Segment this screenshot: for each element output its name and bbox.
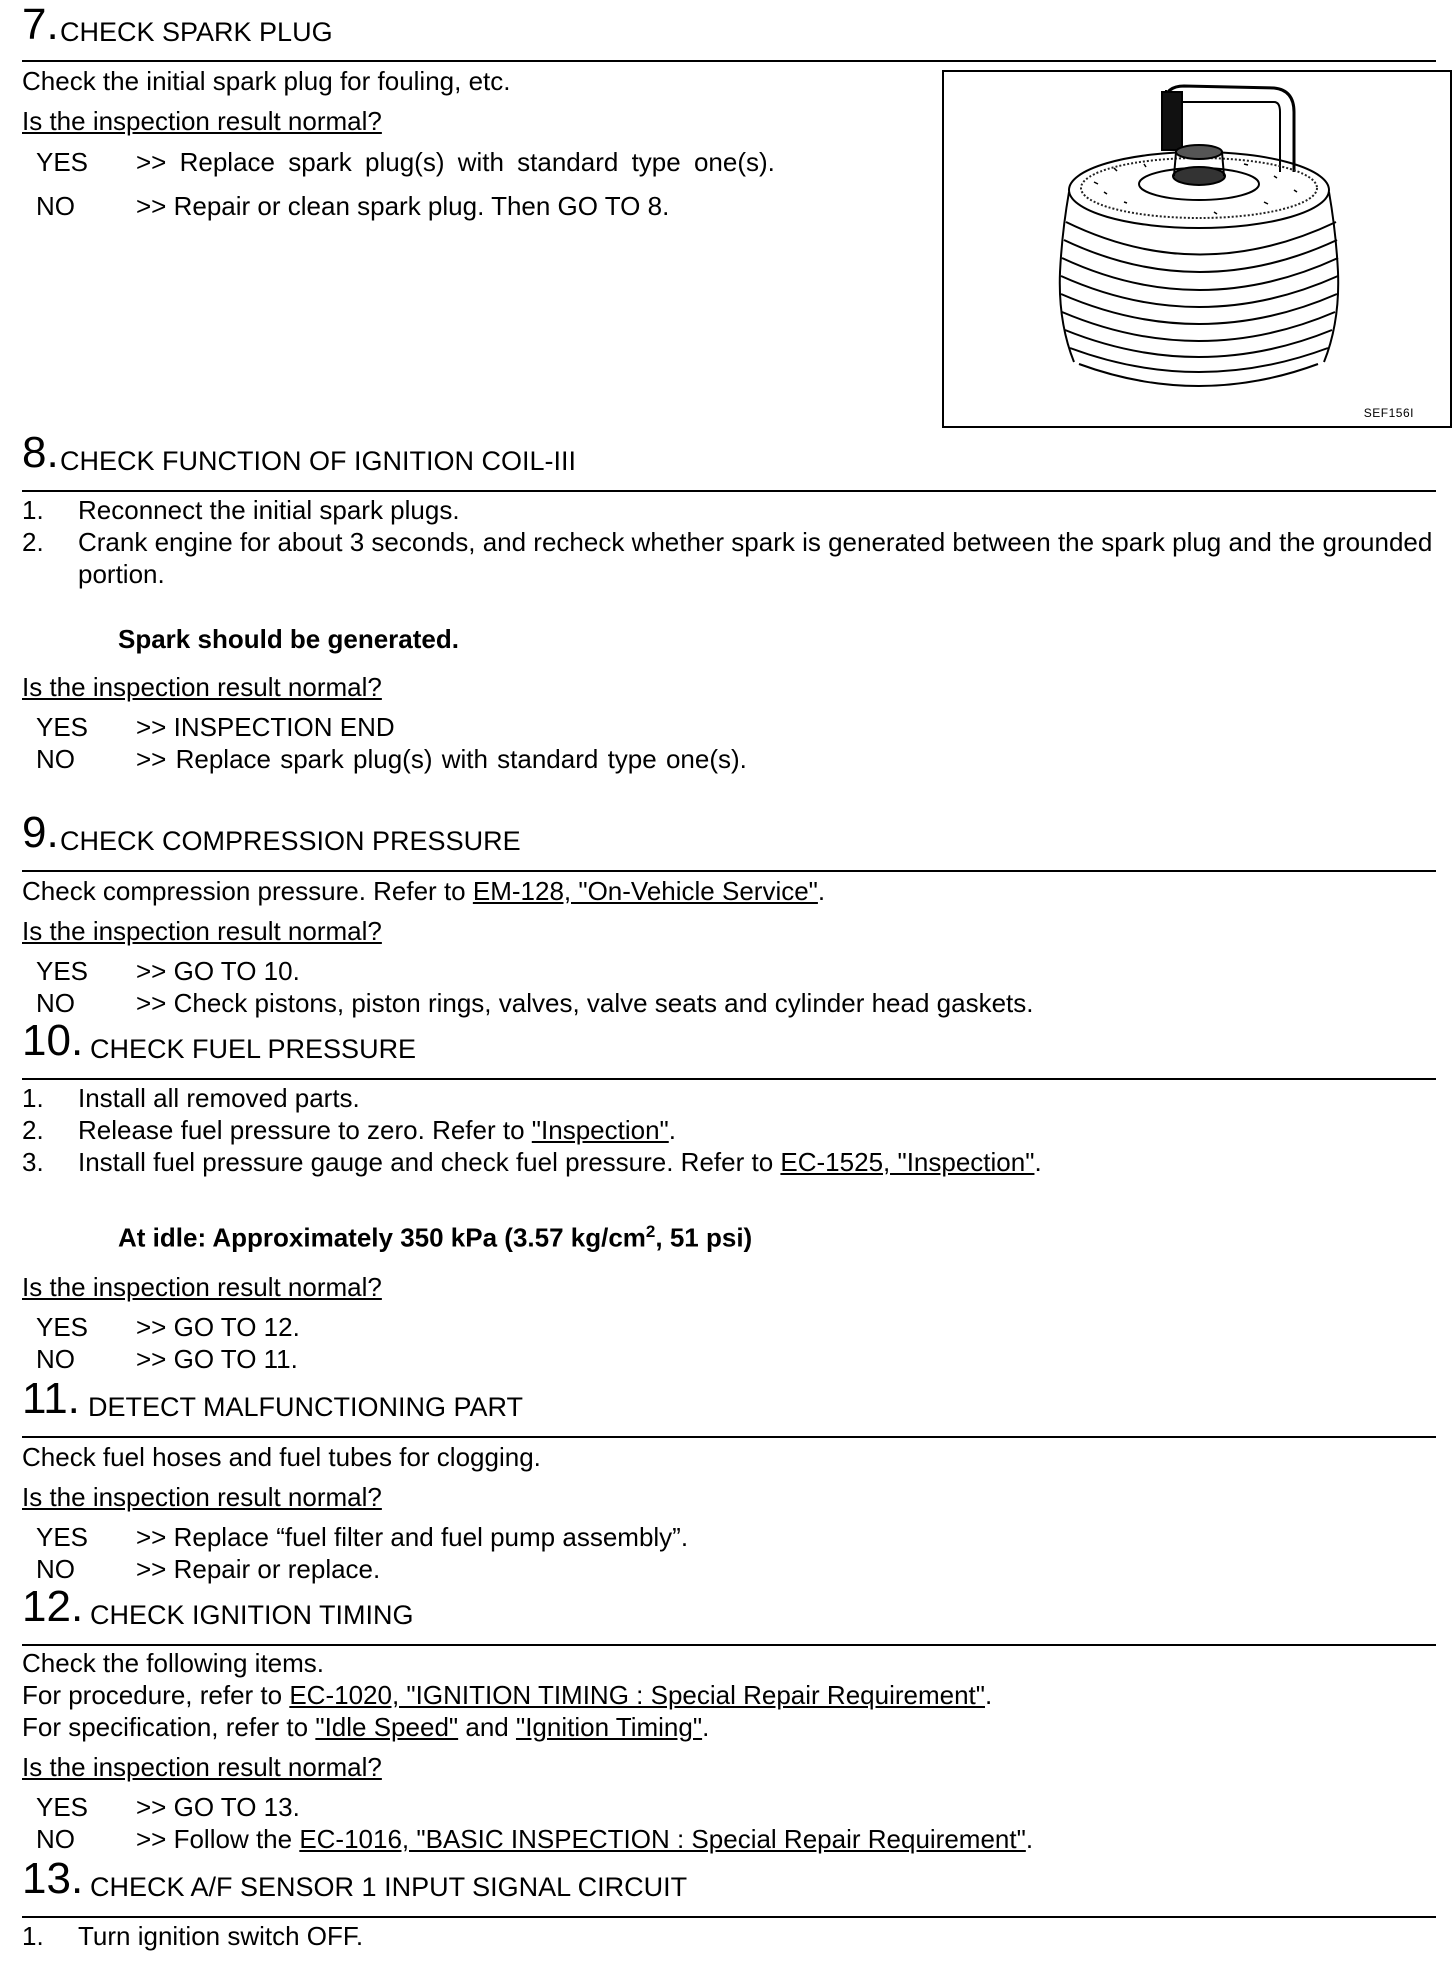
section-12-line-1: Check the following items. [22,1648,325,1678]
spark-plug-figure [942,70,1452,428]
link-em-128[interactable]: EM-128, "On-Vehicle Service" [472,876,818,906]
section-7-header [22,0,1436,62]
section-11-question: Is the inspection result normal? [22,1482,382,1512]
section-7-question: Is the inspection result normal? [22,106,382,136]
section-9-title: CHECK COMPRESSION PRESSURE [60,826,521,856]
section-11-header [22,1374,1436,1438]
section-8-title: CHECK FUNCTION OF IGNITION COIL-III [60,446,577,476]
link-ec-1016[interactable]: EC-1016, "BASIC INSPECTION : Special Repair Requirement" [299,1824,1026,1854]
section-10-step-1: 1. Install all removed parts. [22,1083,360,1113]
figure-code: SEF156I [1363,406,1414,420]
section-12-line-3: For specification, refer to "Idle Speed" and "Ignition Timing". [22,1712,710,1742]
section-12 [22,1582,1436,1854]
section-13-title: CHECK A/F SENSOR 1 INPUT SIGNAL CIRCUIT [90,1872,688,1902]
section-9-body: Check compression pressure. Refer to EM-128, "On-Vehicle Service". [22,876,826,906]
no-key: NO [36,191,75,221]
section-13-header [22,1854,1436,1918]
section-7-yes [36,147,775,177]
section-7-body: Check the initial spark plug for fouling, etc. [22,66,511,96]
spark-plug-illustration [944,72,1450,426]
section-8-spec: Spark should be generated. [118,624,459,654]
section-10-header [22,1016,1436,1080]
link-ec-1020[interactable]: EC-1020, "IGNITION TIMING : Special Repair Requirement" [289,1680,985,1710]
section-10-question: Is the inspection result normal? [22,1272,382,1302]
section-10 [22,1016,1436,1374]
section-7-title: CHECK SPARK PLUG [60,17,333,47]
section-11-yes: YES >> Replace “fuel filter and fuel pump assembly”. [36,1522,689,1552]
section-13 [22,1854,1436,1951]
yes-key: YES [36,147,89,177]
link-ignition-timing[interactable]: "Ignition Timing" [515,1712,703,1742]
link-inspection[interactable]: "Inspection" [531,1115,669,1145]
section-8 [22,428,1436,774]
section-12-question: Is the inspection result normal? [22,1752,382,1782]
section-12-number: 12. [22,1582,84,1631]
section-7 [22,0,1436,221]
no-text: >> Repair or clean spark plug. Then GO TO 8. [136,191,670,221]
section-11-no: NO >> Repair or replace. [36,1554,381,1584]
section-10-step-2: 2. Release fuel pressure to zero. Refer to "Inspection". [22,1115,676,1145]
section-12-yes: YES >> GO TO 13. [36,1792,300,1822]
section-12-header [22,1582,1436,1646]
section-9-no: NO >> Check pistons, piston rings, valves, valve seats and cylinder head gaskets. [36,988,1034,1018]
section-12-no: NO >> Follow the EC-1016, "BASIC INSPECTION : Special Repair Requirement". [36,1824,1034,1854]
section-8-header [22,428,1436,492]
section-13-number: 13. [22,1854,84,1903]
section-9-number: 9. [22,808,59,857]
section-9-header [22,808,1436,872]
section-9-question: Is the inspection result normal? [22,916,382,946]
section-7-no [36,191,669,221]
section-12-line-2: For procedure, refer to EC-1020, "IGNITION TIMING : Special Repair Requirement". [22,1680,993,1710]
section-12-title: CHECK IGNITION TIMING [90,1600,414,1630]
section-10-title: CHECK FUEL PRESSURE [90,1034,417,1064]
section-8-step-1: 1. Reconnect the initial spark plugs. [22,495,460,525]
section-13-step-1: 1. Turn ignition switch OFF. [22,1921,364,1951]
section-10-number: 10. [22,1016,84,1065]
section-10-yes: YES >> GO TO 12. [36,1312,300,1342]
section-9 [22,808,1436,1018]
section-8-question: Is the inspection result normal? [22,672,382,702]
section-7-number: 7. [22,0,59,49]
link-ec-1525[interactable]: EC-1525, "Inspection" [780,1147,1035,1177]
section-11-number: 11. [22,1374,80,1423]
yes-text: >> Replace spark plug(s) with standard type one(s). [136,147,775,177]
section-11-body: Check fuel hoses and fuel tubes for clogging. [22,1442,541,1472]
section-8-yes: YES >> INSPECTION END [36,712,395,742]
link-idle-speed[interactable]: "Idle Speed" [315,1712,459,1742]
section-8-step-2: 2. Crank engine for about 3 seconds, and recheck whether spark is generated between the spark plug and the grounded portion. [22,527,1433,589]
section-10-step-3: 3. Install fuel pressure gauge and check fuel pressure. Refer to EC-1525, "Inspection". [22,1147,1042,1177]
section-11 [22,1374,1436,1584]
section-8-no: NO >> Replace spark plug(s) with standard type one(s). [36,744,747,774]
service-manual-page [22,0,1436,1970]
section-9-yes: YES >> GO TO 10. [36,956,300,986]
section-8-number: 8. [22,428,59,477]
section-10-no: NO >> GO TO 11. [36,1344,298,1374]
section-11-title: DETECT MALFUNCTIONING PART [88,1392,524,1422]
section-10-spec: At idle: Approximately 350 kPa (3.57 $kg/cm^2$, 51 psi) [118,1222,753,1253]
